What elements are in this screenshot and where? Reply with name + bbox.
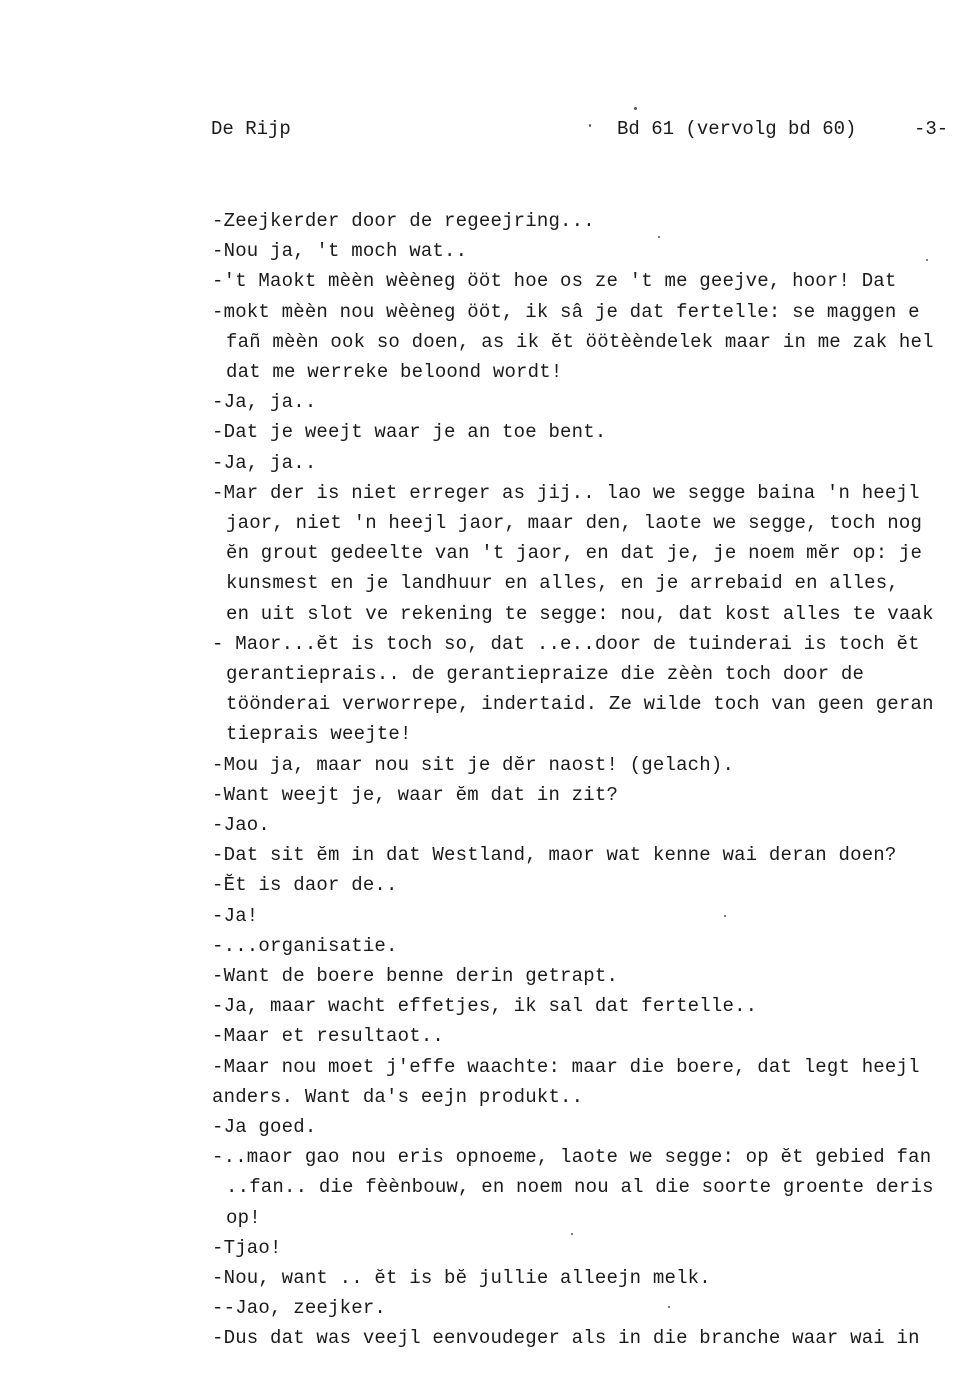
- transcript-line: -Ja, ja..: [212, 451, 317, 474]
- ink-speck: [634, 107, 637, 110]
- transcript-line: -Nou, want .. ĕt is bĕ jullie alleejn melk.: [212, 1267, 711, 1289]
- ink-speck: [724, 915, 726, 917]
- transcript-line: ĕn grout gedeelte van 't jaor, en dat je, je noem mĕr op: je: [226, 542, 923, 565]
- transcript-line: dat me werreke beloond wordt!: [226, 361, 563, 383]
- ink-speck: [571, 1233, 573, 1235]
- header-reference: Bd 61 (vervolg bd 60): [617, 118, 857, 140]
- transcript-line: -Jao.: [212, 814, 271, 836]
- transcript-line: jaor, niet 'n heejl jaor, maar den, laote we segge, toch nog: [226, 512, 923, 534]
- transcript-line: -Dus dat was veejl eenvoudeger als in die branche waar wai in: [212, 1327, 920, 1350]
- transcript-line: -..maor gao nou eris opnoeme, laote we segge: op ĕt gebied fan: [212, 1146, 932, 1169]
- header-place: De Rijp: [211, 118, 291, 140]
- ink-speck: [658, 236, 660, 238]
- transcript-line: -Mou ja, maar nou sit je dĕr naost! (gelach).: [212, 753, 735, 776]
- transcript-line: - Maor...ĕt is toch so, dat ..e..door de tuinderai is toch ĕt: [212, 632, 920, 655]
- transcript-line: ..fan.. die fèènbouw, en noem nou al die soorte groente deris: [226, 1176, 934, 1199]
- transcript-line: -Tjao!: [212, 1236, 282, 1259]
- transcript-line: -Ja!: [212, 904, 259, 927]
- transcript-line: --Jao, zeejker.: [212, 1297, 387, 1320]
- transcript-line: -Dat sit ĕm in dat Westland, maor wat kenne wai deran doen?: [212, 844, 897, 867]
- transcript-line: tieprais weejte!: [226, 723, 412, 746]
- transcript-line: fañ mèèn ook so doen, as ik ĕt öötèèndelek maar in me zak hel: [226, 330, 934, 353]
- transcript-line: -...organisatie.: [212, 934, 398, 957]
- transcript-line: -Ja goed.: [212, 1116, 317, 1138]
- transcript-line: -'t Maokt mèèn wèèneg ööt hoe os ze 't me geejve, hoor! Dat: [212, 270, 897, 293]
- ink-speck: [926, 259, 928, 261]
- ink-speck: [668, 1306, 670, 1308]
- transcript-line: -mokt mèèn nou wèèneg ööt, ik sâ je dat fertelle: se maggen e: [212, 300, 920, 323]
- transcript-line: -Dat je weejt waar je an toe bent.: [212, 421, 607, 444]
- transcript-line: anders. Want da's eejn produkt..: [212, 1085, 584, 1108]
- transcript-line: en uit slot ve rekening te segge: nou, dat kost alles te vaak: [226, 602, 934, 625]
- transcript-line: -Maar et resultaot..: [212, 1025, 445, 1048]
- transcript-line: töönderai verworrepe, indertaid. Ze wilde toch van geen geran: [226, 693, 934, 716]
- transcript-line: -Ja, ja..: [212, 391, 317, 414]
- transcript-line: -Nou ja, 't moch wat..: [212, 240, 468, 263]
- transcript-line: -Ja, maar wacht effetjes, ik sal dat fertelle..: [212, 995, 758, 1018]
- page-number: -3-: [914, 118, 949, 140]
- transcript-line: -Want weejt je, waar ĕm dat in zit?: [212, 783, 619, 806]
- transcript-line: -Ĕt is daor de..: [212, 874, 398, 897]
- transcript-line: -Want de boere benne derin getrapt.: [212, 965, 619, 987]
- ink-speck: [589, 124, 591, 127]
- transcript-line: op!: [226, 1206, 261, 1229]
- transcript-line: -Zeejkerder door de regeejring...: [212, 210, 595, 232]
- transcript-line: -Mar der is niet erreger as jij.. lao we segge baina 'n heejl: [212, 481, 920, 504]
- transcript-line: gerantieprais.. de gerantiepraize die zèèn toch door de: [226, 663, 865, 685]
- transcript-line: -Maar nou moet j'effe waachte: maar die boere, dat legt heejl: [212, 1055, 920, 1078]
- transcript-line: kunsmest en je landhuur en alles, en je arrebaid en alles,: [226, 572, 899, 595]
